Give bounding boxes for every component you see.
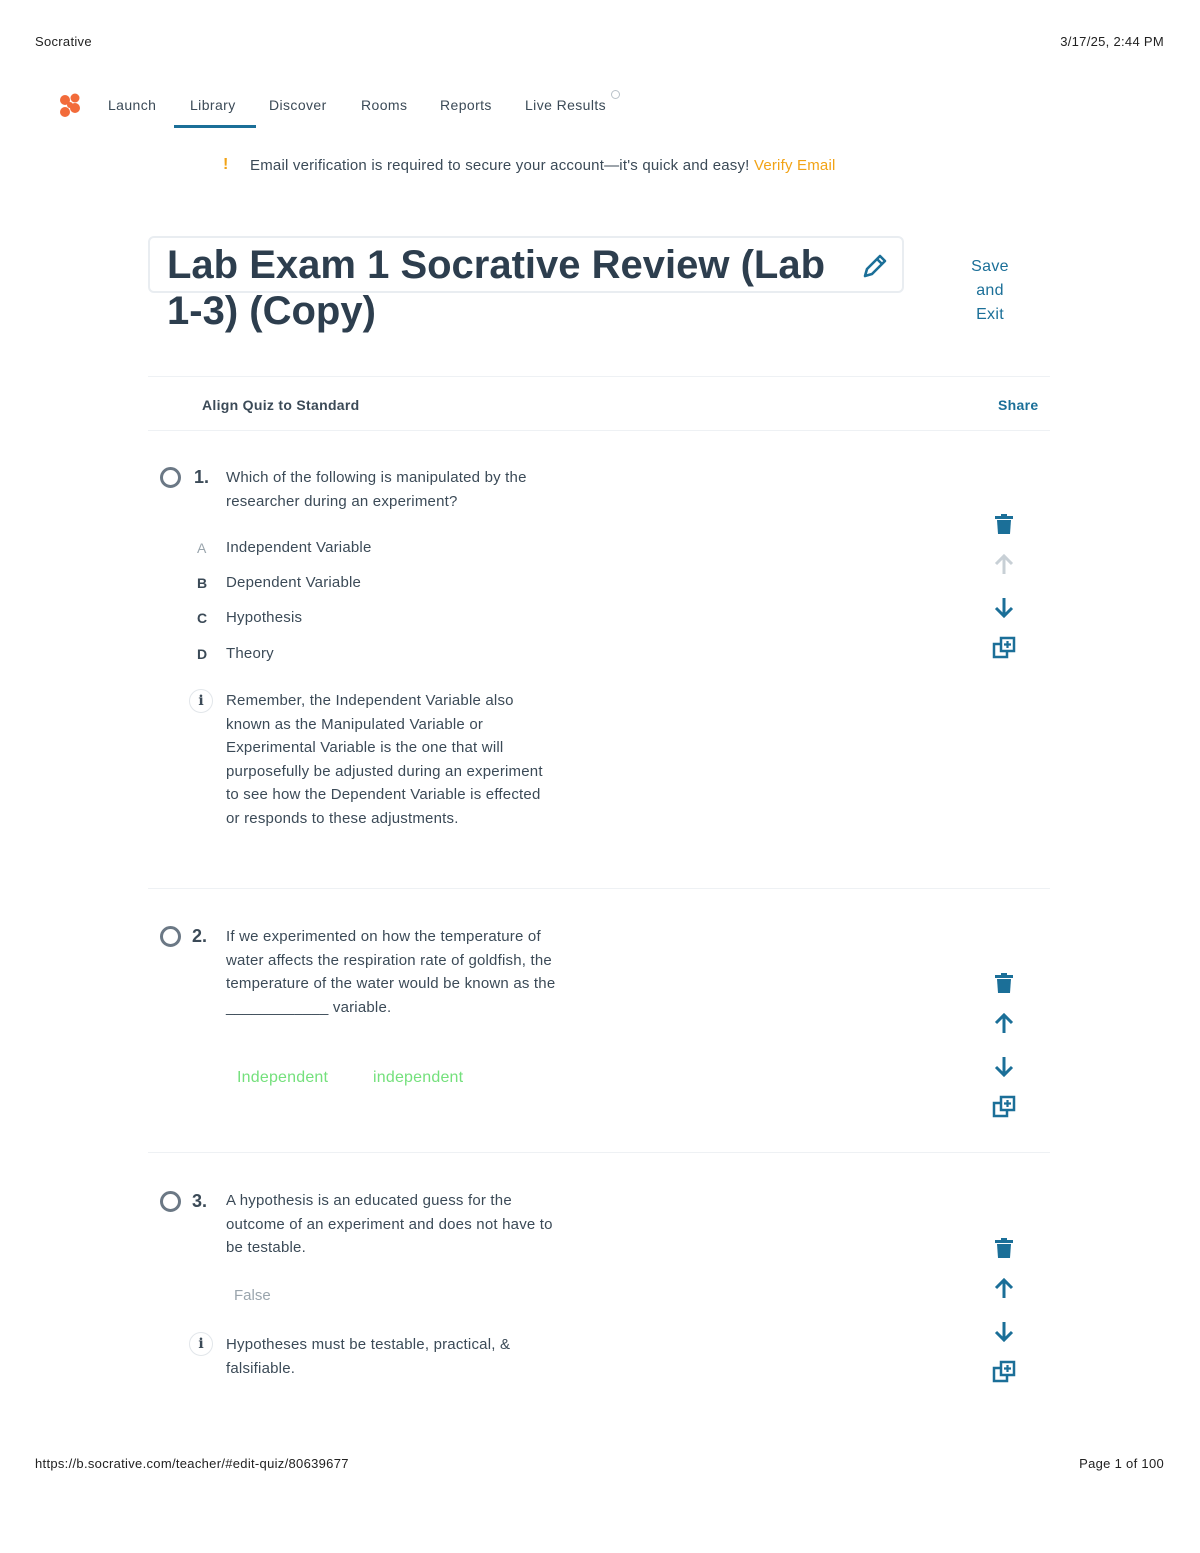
option-letter: C (197, 610, 208, 626)
radio-circle-icon[interactable] (160, 926, 181, 947)
question-text: If we experimented on how the temperature of water affects the respiration rate of goldfish, the temperature of the water would be known as the ____________ variable. (226, 928, 556, 1016)
arrow-down-icon[interactable] (992, 1320, 1016, 1344)
arrow-down-icon[interactable] (992, 596, 1016, 620)
trash-icon[interactable] (992, 1236, 1016, 1260)
info-icon: i (189, 1332, 213, 1356)
verify-email-link[interactable]: Verify Email (753, 157, 836, 174)
nav-launch[interactable]: Launch (108, 97, 157, 113)
question-number: 1. (194, 467, 210, 487)
correct-answer: False (234, 1287, 271, 1304)
nav-active-indicator (174, 125, 256, 128)
arrow-up-icon[interactable] (992, 1277, 1016, 1301)
question-text: Which of the following is manipulated by the researcher during an experiment? (226, 469, 527, 510)
trash-icon[interactable] (992, 971, 1016, 995)
accepted-answer: independent (373, 1069, 464, 1086)
info-icon: i (189, 689, 213, 713)
share-button[interactable]: Share (998, 397, 1039, 413)
align-quiz-to-standard-button[interactable]: Align Quiz to Standard (202, 397, 360, 413)
print-header-datetime: 3/17/25, 2:44 PM (1060, 34, 1164, 49)
quiz-title-field[interactable] (148, 236, 904, 333)
pencil-icon[interactable] (860, 251, 890, 286)
copy-icon[interactable] (992, 1095, 1016, 1119)
divider (148, 430, 1050, 431)
print-header-title: Socrative (35, 34, 92, 49)
divider (148, 1152, 1050, 1153)
divider (148, 376, 1050, 377)
trash-icon[interactable] (992, 512, 1016, 536)
quiz-title: Lab Exam 1 Socrative Review (Lab 1-3) (Copy) (167, 243, 826, 333)
arrow-down-icon[interactable] (992, 1055, 1016, 1079)
option-text: Independent Variable (226, 539, 372, 556)
print-footer-page: Page 1 of 100 (1079, 1456, 1164, 1471)
save-exit-line-3: Exit (976, 306, 1004, 323)
warning-icon: ! (223, 156, 229, 173)
option-text: Dependent Variable (226, 574, 362, 591)
radio-circle-icon[interactable] (160, 1191, 181, 1212)
nav-library[interactable]: Library (190, 97, 236, 113)
nav-reports[interactable]: Reports (440, 97, 492, 113)
nav-live-results[interactable]: Live Results (525, 97, 607, 113)
save-exit-line-1: Save (971, 258, 1009, 275)
question-number: 2. (192, 926, 208, 946)
question-number: 3. (192, 1191, 208, 1211)
radio-circle-icon[interactable] (160, 467, 181, 488)
print-footer-url: https://b.socrative.com/teacher/#edit-quiz/80639677 (35, 1456, 349, 1471)
accepted-answer: Independent (237, 1069, 329, 1086)
option-text: Hypothesis (226, 609, 303, 626)
save-and-exit-button[interactable] (960, 255, 1020, 327)
email-verification-banner (250, 157, 836, 174)
arrow-up-icon[interactable] (992, 1012, 1016, 1036)
live-dot-icon (611, 90, 620, 99)
divider (148, 888, 1050, 889)
nav-discover[interactable]: Discover (269, 97, 327, 113)
option-text: Theory (226, 645, 274, 662)
explanation-text: Remember, the Independent Variable also known as the Manipulated Variable or Experimental Variable is the one that will purposefully be adjusted during an experiment to see how the Dependent Variable is effected or responds to these adjustments. (226, 692, 543, 827)
question-text: A hypothesis is an educated guess for the outcome of an experiment and does not have to be testable. (226, 1192, 553, 1256)
nav-rooms[interactable]: Rooms (361, 97, 408, 113)
option-letter: A (197, 540, 207, 556)
banner-text: Email verification is required to secure your account—it's quick and easy! (250, 157, 750, 174)
option-letter: D (197, 646, 208, 662)
copy-icon[interactable] (992, 1360, 1016, 1384)
socrative-logo-icon[interactable] (58, 92, 84, 120)
copy-icon[interactable] (992, 636, 1016, 660)
explanation-text: Hypotheses must be testable, practical, & falsifiable. (226, 1336, 511, 1377)
option-letter: B (197, 575, 208, 591)
save-exit-line-2: and (976, 282, 1004, 299)
arrow-up-icon (992, 553, 1016, 577)
